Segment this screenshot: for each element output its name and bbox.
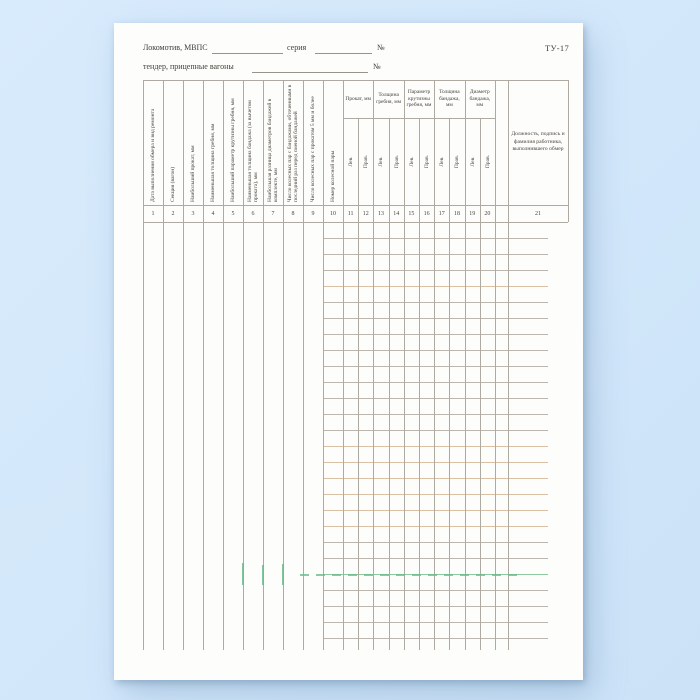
subcolumn-label: Прав. bbox=[453, 154, 460, 169]
subcolumn-label: Лев. bbox=[408, 156, 415, 167]
blank-line-series bbox=[212, 53, 283, 54]
column-label-text: Секция (вагон) bbox=[169, 166, 176, 202]
group-header: Толщина бандажа, мм bbox=[439, 88, 460, 109]
subcolumn-header bbox=[419, 118, 434, 205]
rotated-column-header bbox=[243, 80, 263, 205]
table-right-border bbox=[568, 80, 569, 222]
rotated-column-label bbox=[303, 80, 323, 205]
subcolumn-label: Лев. bbox=[469, 156, 476, 167]
grid-line-h bbox=[323, 542, 548, 543]
group-header: Параметр крутизны гребня, мм bbox=[406, 88, 432, 109]
subcolumn-header bbox=[465, 118, 480, 205]
scan-artifact-green-tick bbox=[262, 565, 264, 585]
column-number: 1 bbox=[151, 210, 155, 217]
rotated-column-label bbox=[183, 80, 203, 205]
grid-line-h bbox=[323, 590, 548, 591]
column-number: 14 bbox=[393, 210, 400, 217]
grid-line-h bbox=[323, 366, 548, 367]
grid-line-h bbox=[323, 526, 548, 527]
column-label-text: Число колесных пар с бандажами, обточенными в последний раз перед сменой бандажей bbox=[286, 84, 299, 202]
blank-line-seria-value bbox=[315, 53, 372, 54]
column-number: 4 bbox=[211, 210, 215, 217]
subcolumn-header bbox=[358, 118, 373, 205]
column-number: 13 bbox=[377, 210, 384, 217]
column-label-text: Дата выполнения обмера и вид ремонта bbox=[149, 108, 156, 202]
column-label-text: Число колесных пар с прокатом 5 мм и более bbox=[309, 96, 316, 202]
column-number: 17 bbox=[438, 210, 445, 217]
group-header: Прокат, мм bbox=[345, 95, 371, 102]
column-label-text: Наибольший параметр крутизны гребня, мм bbox=[229, 98, 236, 202]
column-number: 12 bbox=[362, 210, 369, 217]
column-number: 11 bbox=[347, 210, 354, 217]
grid-line-h bbox=[323, 462, 548, 463]
grid-line-h bbox=[323, 334, 548, 335]
column-label-text: Наименьшая толщина гребня, мм bbox=[209, 123, 216, 202]
header-line1-number-label: № bbox=[377, 43, 385, 52]
subcolumn-label: Лев. bbox=[438, 156, 445, 167]
rotated-column-header bbox=[163, 80, 183, 205]
grid-line-h bbox=[323, 638, 548, 639]
column-number: 19 bbox=[469, 210, 476, 217]
rotated-column-header bbox=[223, 80, 243, 205]
grid-line-h bbox=[323, 414, 548, 415]
grid-line-h bbox=[323, 478, 548, 479]
subcolumn-label: Лев. bbox=[377, 156, 384, 167]
column-number: 8 bbox=[291, 210, 295, 217]
column-label-text: Наименьшая толщина бандажа (за вычетом проката), мм bbox=[246, 100, 259, 202]
rotated-column-label bbox=[323, 80, 343, 205]
rotated-column-header bbox=[303, 80, 323, 205]
grid-line-h bbox=[323, 446, 548, 447]
rotated-column-header bbox=[203, 80, 223, 205]
column-number: 10 bbox=[330, 210, 336, 217]
subcolumn-label: Прав. bbox=[362, 154, 369, 169]
rotated-column-label bbox=[283, 80, 303, 205]
rotated-column-header bbox=[263, 80, 283, 205]
column-number: 21 bbox=[535, 210, 541, 217]
rotated-column-header bbox=[143, 80, 163, 205]
group-header: Толщина гребня, мм bbox=[376, 92, 402, 105]
group-header: Диаметр бандажа, мм bbox=[469, 88, 491, 109]
subcolumn-header bbox=[389, 118, 404, 205]
column-number: 6 bbox=[251, 210, 255, 217]
rotated-column-label bbox=[203, 80, 223, 205]
grid-line-h bbox=[323, 254, 548, 255]
document-page bbox=[114, 23, 583, 680]
column-number: 2 bbox=[171, 210, 175, 217]
rotated-column-label bbox=[243, 80, 263, 205]
scan-artifact-green-row bbox=[300, 574, 524, 576]
scan-artifact-green-tick bbox=[282, 564, 284, 585]
signature-column-header: Должность, подпись и фамилия работника, выполнившего обмер bbox=[511, 131, 565, 153]
subcolumn-header bbox=[449, 118, 464, 205]
column-number: 20 bbox=[484, 210, 491, 217]
grid-line-h bbox=[323, 318, 548, 319]
column-number: 3 bbox=[191, 210, 195, 217]
grid-line-h bbox=[323, 558, 548, 559]
grid-line-h bbox=[323, 286, 548, 287]
scan-artifact-green-tick bbox=[242, 563, 244, 585]
header-line2-number-label: № bbox=[373, 62, 381, 71]
column-label-text: Наибольший прокат, мм bbox=[189, 145, 196, 202]
grid-line-h bbox=[323, 606, 548, 607]
subcolumn-label: Прав. bbox=[393, 154, 400, 169]
subcolumn-header bbox=[343, 118, 358, 205]
column-label-text: Наибольшая разница диаметров бандажей в комплекте, мм bbox=[266, 98, 279, 202]
column-number: 18 bbox=[453, 210, 460, 217]
grid-line-h bbox=[323, 494, 548, 495]
column-number: 15 bbox=[408, 210, 415, 217]
rotated-column-header bbox=[283, 80, 303, 205]
column-number: 16 bbox=[423, 210, 430, 217]
subcolumn-label: Лев. bbox=[347, 156, 354, 167]
header-line2-label: тендер, прицепные вагоны bbox=[143, 62, 234, 71]
header-line1-label: Локомотив, МВПС bbox=[143, 43, 208, 52]
header-line1-seria-label: серия bbox=[287, 43, 307, 52]
grid-line-h bbox=[323, 350, 548, 351]
subcolumn-label: Прав. bbox=[423, 154, 430, 169]
form-code: ТУ-17 bbox=[544, 43, 569, 53]
grid-line-h bbox=[323, 510, 548, 511]
subcolumn-label: Прав. bbox=[484, 154, 491, 169]
rotated-column-header bbox=[323, 80, 343, 205]
rotated-column-label bbox=[163, 80, 183, 205]
rotated-column-label bbox=[143, 80, 163, 205]
rotated-column-header bbox=[183, 80, 203, 205]
rotated-column-label bbox=[223, 80, 243, 205]
grid-line-h bbox=[323, 302, 548, 303]
subcolumn-header bbox=[404, 118, 419, 205]
grid-line-h bbox=[323, 398, 548, 399]
subcolumn-header bbox=[434, 118, 449, 205]
blank-line-tender bbox=[252, 72, 368, 73]
column-number: 9 bbox=[311, 210, 315, 217]
grid-line-h bbox=[323, 270, 548, 271]
rotated-column-label bbox=[263, 80, 283, 205]
grid-line-h bbox=[323, 238, 548, 239]
grid-line-h bbox=[323, 382, 548, 383]
subcolumn-header bbox=[480, 118, 495, 205]
number-row-bottom-border bbox=[143, 222, 568, 223]
column-number: 7 bbox=[271, 210, 275, 217]
grid-line-h bbox=[323, 430, 548, 431]
column-label-text: Номер колесной пары bbox=[329, 150, 336, 202]
grid-line-h bbox=[323, 622, 548, 623]
subcolumn-header bbox=[373, 118, 388, 205]
column-number: 5 bbox=[231, 210, 235, 217]
